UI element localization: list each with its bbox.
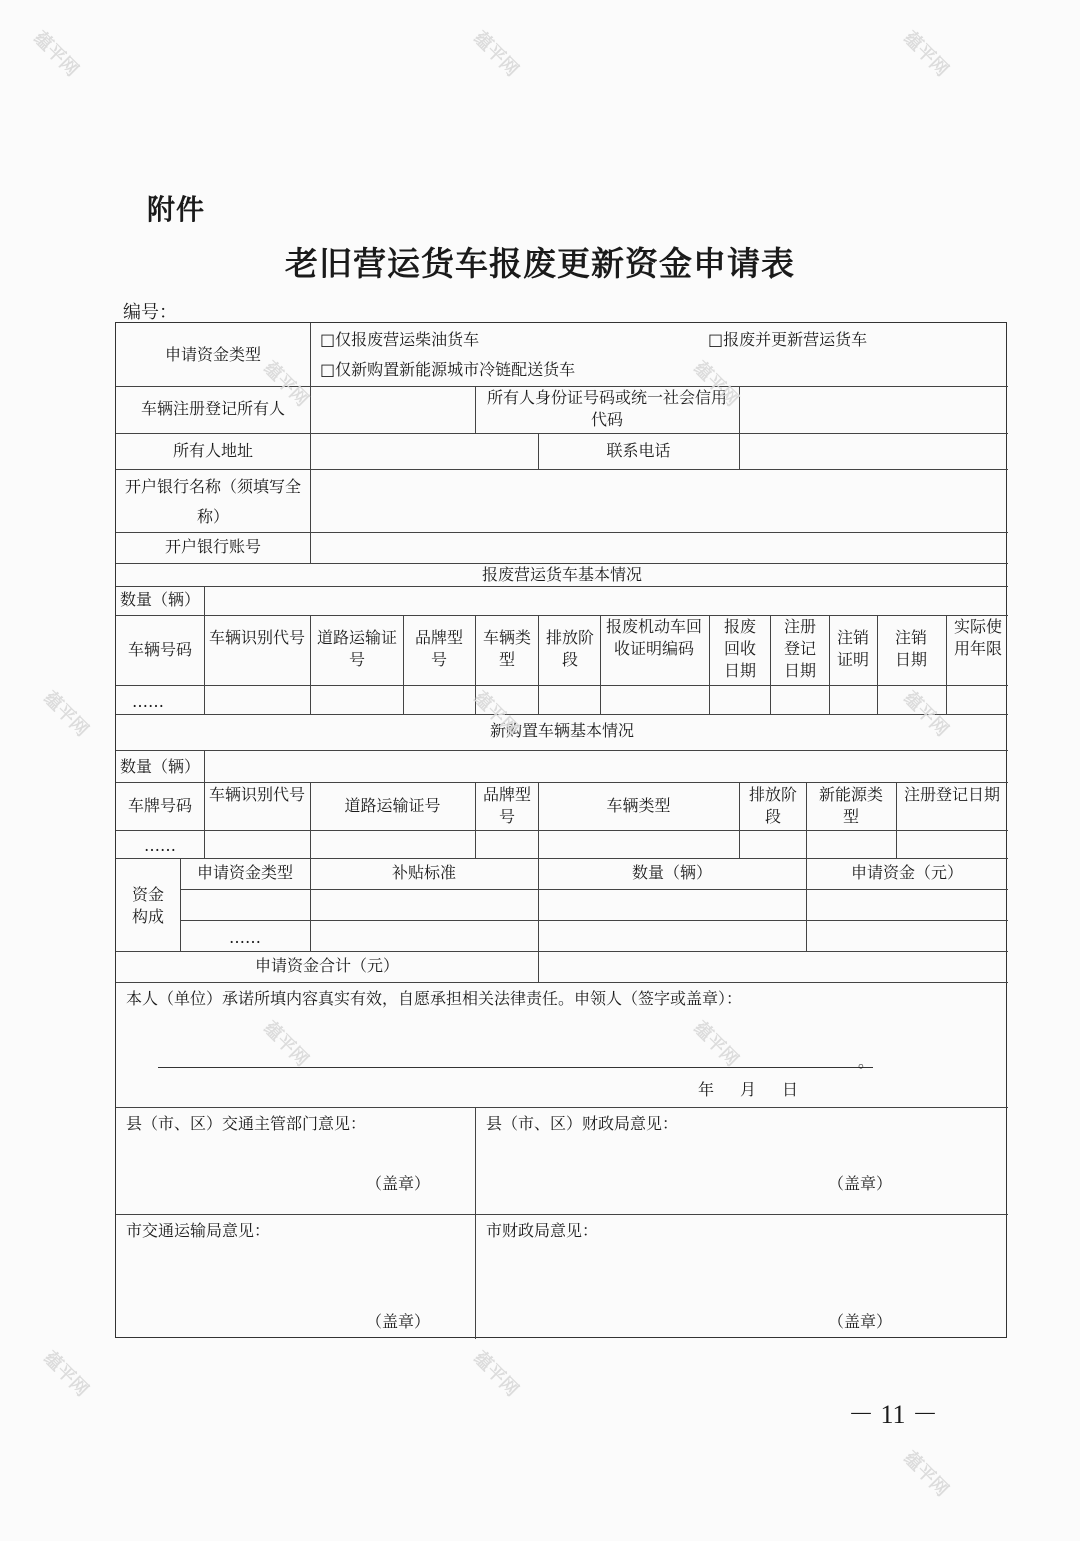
- page-number: － 11 －: [847, 1400, 938, 1429]
- bank-name-label: 开户银行名称（须填写全称）: [124, 477, 301, 526]
- option-scrap-diesel-only[interactable]: □仅报废营运柴油货车: [320, 330, 480, 349]
- watermark: 蕴平网: [29, 27, 83, 81]
- application-type-label: 申请资金类型: [164, 345, 261, 364]
- scrapped-col-vin: 车辆识别代号: [208, 628, 305, 647]
- funding-col-amount: 申请资金（元）: [850, 863, 963, 882]
- scrapped-col-deregister-date: 注销日期: [894, 628, 927, 669]
- date-day-label: 日: [782, 1080, 799, 1099]
- new-col-emission-stage: 排放阶段: [748, 785, 797, 826]
- watermark: 蕴平网: [259, 357, 313, 411]
- attachment-label: 附件: [147, 193, 206, 226]
- application-form-table: [115, 322, 1007, 1338]
- owner-address-label: 所有人地址: [172, 441, 253, 460]
- owner-id-code-label: 所有人身份证号码或统一社会信用代码: [486, 388, 727, 429]
- new-ellipsis: ……: [144, 836, 176, 855]
- bank-account-label: 开户银行账号: [164, 537, 261, 556]
- watermark: 蕴平网: [899, 687, 953, 741]
- county-transport-opinion-label: 县（市、区）交通主管部门意见：: [126, 1114, 367, 1133]
- funding-col-standard: 补贴标准: [391, 863, 456, 882]
- watermark: 蕴平网: [39, 687, 93, 741]
- city-finance-seal: （盖章）: [828, 1312, 893, 1331]
- funding-col-type: 申请资金类型: [196, 863, 293, 882]
- scrapped-col-register-date: 注册登记日期: [783, 617, 816, 680]
- new-col-vehicle-type: 车辆类型: [606, 796, 671, 815]
- new-col-register-date: 注册登记日期: [904, 785, 1001, 804]
- scrapped-section-title: 报废营运货车基本情况: [481, 565, 642, 584]
- new-col-plate-number: 车牌号码: [127, 796, 192, 815]
- funding-ellipsis: ……: [229, 928, 261, 947]
- watermark: 蕴平网: [899, 1447, 953, 1501]
- watermark: 蕴平网: [39, 1347, 93, 1401]
- new-col-vin: 车辆识别代号: [208, 785, 305, 804]
- new-col-transport-cert: 道路运输证号: [344, 796, 441, 815]
- option-new-energy-cold-chain[interactable]: □仅新购置新能源城市冷链配送货车: [320, 360, 576, 379]
- scrapped-col-vehicle-type: 车辆类型: [482, 628, 531, 669]
- watermark: 蕴平网: [899, 27, 953, 81]
- commitment-text: 本人（单位）承诺所填内容真实有效，自愿承担相关法律责任。申领人（签字或盖章）：: [126, 989, 743, 1008]
- city-transport-seal: （盖章）: [366, 1312, 431, 1331]
- scrapped-col-plate-number: 车辆号码: [127, 640, 192, 659]
- scrapped-col-transport-cert: 道路运输证号: [316, 628, 397, 669]
- watermark: 蕴平网: [469, 687, 523, 741]
- watermark: 蕴平网: [469, 27, 523, 81]
- date-month-label: 月: [740, 1080, 757, 1099]
- serial-number-label: 编号：: [123, 302, 177, 323]
- county-finance-seal: （盖章）: [828, 1174, 893, 1193]
- scrapped-col-emission-stage: 排放阶段: [546, 628, 595, 669]
- funding-col-quantity: 数量（辆）: [631, 863, 712, 882]
- new-quantity-label: 数量（辆）: [119, 757, 200, 776]
- scrapped-quantity-label: 数量（辆）: [119, 590, 200, 609]
- scrapped-ellipsis: ……: [132, 692, 164, 711]
- scrapped-col-recycle-date: 报废回收日期: [723, 617, 756, 680]
- date-year-label: 年: [698, 1080, 715, 1099]
- watermark: 蕴平网: [469, 1347, 523, 1401]
- registered-owner-label: 车辆注册登记所有人: [140, 399, 285, 418]
- new-col-energy-type: 新能源类型: [818, 785, 883, 826]
- county-transport-seal: （盖章）: [366, 1174, 431, 1193]
- watermark: 蕴平网: [689, 1017, 743, 1071]
- signature-line[interactable]: [158, 1067, 873, 1068]
- funding-structure-label: 资金构成: [131, 885, 164, 926]
- scrapped-col-deregister-cert: 注销证明: [836, 628, 869, 669]
- scrapped-col-brand-model: 品牌型号: [414, 628, 463, 669]
- option-scrap-and-replace[interactable]: □报废并更新营运货车: [708, 330, 868, 349]
- form-title: 老旧营运货车报废更新资金申请表: [285, 244, 795, 283]
- contact-phone-label: 联系电话: [606, 441, 671, 460]
- new-col-brand-model: 品牌型号: [482, 785, 531, 826]
- funding-total-label: 申请资金合计（元）: [254, 956, 399, 975]
- watermark: 蕴平网: [689, 357, 743, 411]
- watermark: 蕴平网: [259, 1017, 313, 1071]
- commitment-period: 。: [858, 1052, 875, 1071]
- scrapped-col-recycle-cert-code: 报废机动车回收证明编码: [605, 617, 702, 658]
- city-finance-opinion-label: 市财政局意见：: [486, 1221, 599, 1240]
- county-finance-opinion-label: 县（市、区）财政局意见：: [486, 1114, 679, 1133]
- city-transport-opinion-label: 市交通运输局意见：: [126, 1221, 271, 1240]
- scrapped-col-years-used: 实际使用年限: [954, 617, 1003, 658]
- new-vehicle-section-title: 新购置车辆基本情况: [489, 721, 634, 740]
